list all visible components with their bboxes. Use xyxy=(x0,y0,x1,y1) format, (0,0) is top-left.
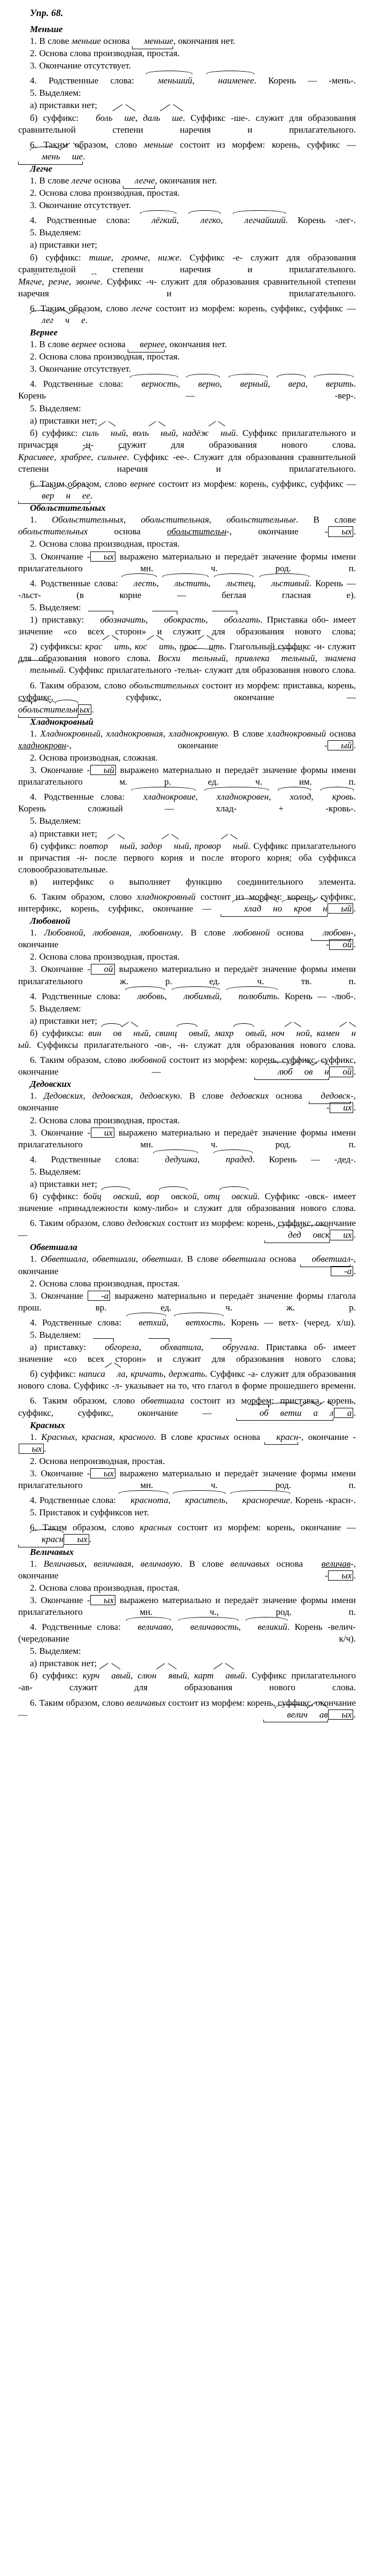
analysis-step-5b: б) суффиксы: вин ов ный, свинц овый, махр овый, ноч ной, камен ный. Суффиксы прилагательного -ов-, -н- служат для образования нового слова. xyxy=(18,1028,356,1051)
analysis-step-2: 2. Основа непроизводная, простая. xyxy=(30,1455,165,1466)
analysis-step-2: 2. Основа производная, сложная. xyxy=(30,752,158,763)
analysis-step-3: 3. Окончание - ых выражено материально и передаёт значение формы имени прилагательного мн. ч. род. п. xyxy=(18,1468,356,1491)
word-form: обольстительная xyxy=(141,515,209,525)
analysis-step-6: 6. Таким образом, слово хладнокровный состоит из морфем: корень, суффикс, интерфикс, корень, суффикс, окончание — хлад но кров н ый . xyxy=(18,891,356,915)
suffix-example: свинц овый xyxy=(155,1028,208,1038)
root-mark: ветхий xyxy=(127,1317,166,1329)
suffix-example: кос ить xyxy=(135,641,174,651)
root-mark: красноречие xyxy=(230,1494,290,1506)
step5b-lead: б) суффикс: xyxy=(30,112,79,123)
suffix-example: Восхи тельный xyxy=(158,653,225,663)
suffix-example: провор ный xyxy=(194,841,248,851)
word-form: Красных xyxy=(41,1431,75,1442)
analysis-step-6: 6. Таким образом, слово величавых состоит из морфем: корень, суффикс, окончание — велич ав ых . xyxy=(18,1697,356,1721)
morpheme-scheme: лег ч е xyxy=(18,315,85,326)
suffix-example: Мяг че xyxy=(18,277,42,287)
morpheme-scheme: хлад но кров н xyxy=(221,903,328,915)
analysis-step-1: 1. Хладнокровный, хладнокровная, хладнокровную. В слове хладнокровный основа хладнокровн-, окончание - ый . xyxy=(18,728,356,750)
word-form: Обветшала xyxy=(41,1254,87,1264)
analysis-step-4: 4. Родственные слова: любовь, любимый, полюбить. Корень — -люб-. xyxy=(18,991,356,1002)
ending-box: ых xyxy=(328,1570,353,1581)
analysis-step-6: 6. Таким образом, слово обольстительных состоит из морфем: приставка, корень, суффикс, суффикс, окончание — xyxy=(18,680,356,702)
stem-mark: величав xyxy=(321,1558,351,1569)
analysis-step-6: 6. Таким образом, слово легче состоит из морфем: корень, суффикс, суффикс — лег ч е. xyxy=(18,303,356,326)
word-form: величавую xyxy=(141,1558,180,1569)
analysis-step-6: 6. Таким образом, слово дедовских состоит из морфем: корень, суффикс, окончание — дед овск их . xyxy=(18,1217,356,1241)
root-mark: верный xyxy=(229,378,268,390)
step4-lead: 4. Родственные слова: xyxy=(30,75,135,86)
root-mark: вера xyxy=(277,378,306,390)
analysis-step-3: 3. Окончание - их выражено материально и передаёт значение формы имени прилагательного мн. ч. род. п. xyxy=(18,1127,356,1149)
analysis-step-2: 2. Основа слова производная, простая. xyxy=(30,188,180,198)
root-mark: льстить xyxy=(162,578,208,589)
suffix-example: вор овской xyxy=(146,1191,197,1201)
word-form: обольстительные xyxy=(226,515,296,525)
step6-lead: 6. Таким образом, слово xyxy=(30,139,137,150)
analysis-step-5a: а) приставки нет; xyxy=(30,100,97,111)
step6-mid: состоит из морфем: корень, суффикс — xyxy=(180,139,356,150)
suffix-example: тише xyxy=(89,252,111,263)
ending-box: ых xyxy=(328,1709,353,1720)
root-mark: великий xyxy=(246,1621,287,1633)
analysis-step-1 xyxy=(18,35,356,47)
analysis-step-3: 3. Окончание отсутствует. xyxy=(30,60,131,71)
suffix-example: держать xyxy=(168,1369,205,1379)
morpheme-scheme: вер н ее xyxy=(18,490,90,502)
suffix-example: повтор ный xyxy=(80,841,135,851)
analysis-step-5a: а) приставки нет; xyxy=(30,1015,97,1026)
analysis-step-5-prefix: 1) приставку: обозначить, обокрасть, оболгать. Приставка обо- имеет значение «со всех сторон» и служит для образования нового слова; xyxy=(18,614,356,638)
stem-mark: красн xyxy=(264,1431,298,1443)
analysis-step-5a: а) приставки нет; xyxy=(30,415,97,426)
word-heading-dedovskih: Дедовских xyxy=(30,1079,72,1090)
morpheme-scheme: дед овск xyxy=(264,1229,330,1241)
ending-box: ых xyxy=(64,1534,89,1544)
analysis-step-5: 5. Выделяем: xyxy=(30,1003,81,1014)
analysis-step-5b: б) суффикс: тише, громче, ниже. Суффикс -е- служит для образования сравнительной степени наречия и прилагательного. xyxy=(18,252,356,274)
root-mark: краснота xyxy=(119,1494,168,1506)
suffix-example: слюн явый xyxy=(137,1670,187,1681)
analysis-step-1: 1. В слове вернее основа вернее , окончания нет. xyxy=(18,339,356,350)
morpheme-scheme: обо льст и тельн xyxy=(18,704,78,716)
analysis-step-5: 5. Приставок и суффиксов нет. xyxy=(30,1507,149,1518)
suffix-example: знамена тельный xyxy=(18,653,356,675)
analysis-step-5: 5. Выделяем: xyxy=(30,403,81,413)
prefix-example: обхватила xyxy=(149,1342,201,1352)
suffix-example: боль ше xyxy=(84,112,135,124)
step6-word: меньше xyxy=(144,139,174,150)
analysis-step-1: 1. Обветшала, обветшали, обветшал. В слове обветшала основа обветшал -, окончание -а . xyxy=(18,1254,356,1276)
word-heading-legche: Легче xyxy=(30,163,52,174)
analysis-step-4: 4. Родственные слова: верность, верно, верный, вера, верить. Корень — -вер-. xyxy=(18,378,356,402)
suffix-example: отц овский xyxy=(204,1191,257,1201)
ending-box: ой xyxy=(91,964,115,974)
analysis-step-6: 6. Таким образом, слово любовной состоит из морфем: корень, суффикс, суффикс, окончание — люб ов н ой . xyxy=(18,1054,356,1078)
step4-tail: Корень — -мень-. xyxy=(268,75,356,86)
ending-box: ых xyxy=(90,551,115,562)
word-heading-vernee: Вернее xyxy=(30,327,58,338)
word-heading-velichavyh: Величавых xyxy=(30,1546,74,1557)
suffix-example: громче xyxy=(121,252,148,263)
root-mark: кровь xyxy=(321,791,354,803)
step1-word: меньше xyxy=(71,36,101,46)
analysis-step-5c: Красив ее, храбр ее, сильн ее. Суффикс -ее-. Служит для образования сравнительной степени наречия и прилагательного. xyxy=(18,451,356,475)
analysis-step-5a: а) приставки нет; xyxy=(30,240,97,250)
analysis-step-5-prefix: а) приставку: обгорела, обхватила, обругала. Приставка об- имеет значение «со всех сторон» и служит для образования нового слова; xyxy=(18,1341,356,1365)
word-form: любовному xyxy=(139,927,181,938)
word-form: величавая xyxy=(94,1558,131,1569)
morpheme-scheme: об ветш а л xyxy=(236,1407,334,1419)
root-mark: наименее xyxy=(206,75,254,87)
word-form: дедовскую xyxy=(139,1091,180,1101)
analysis-step-1: 1. Величавых, величавая, величавую. В слове величавых основа величав-, окончание - ых . xyxy=(18,1558,356,1581)
root-mark: легко xyxy=(189,214,221,226)
root-mark: величаво xyxy=(126,1621,172,1633)
ending-box: а xyxy=(334,1408,354,1418)
stem-mark: дедовск xyxy=(309,1090,350,1102)
analysis-step-5: 5. Выделяем: xyxy=(30,816,81,826)
analysis-step-4: 4. Родственные слова: ветхий, ветхость. Корень — ветх- (черед. х/ш). xyxy=(18,1317,356,1329)
suffix-example: ниже xyxy=(158,252,180,263)
ending-box: ых xyxy=(78,704,91,715)
word-form: Величавых xyxy=(43,1558,85,1569)
ending-box: ой xyxy=(329,1067,353,1077)
root-mark: льстец xyxy=(214,578,253,589)
step1-pre: 1. В слове xyxy=(30,36,69,46)
analysis-step-2: 2. Основа слова производная, простая. xyxy=(30,1278,180,1289)
suffix-example: храбр ее xyxy=(60,452,91,462)
analysis-step-5-suffix: б) суффикс: написа ла, кричать, держать. Суффикс -а- служит для образования нового слова. Суффикс -л- указывает на то, что глагол в форме прошедшего времени. xyxy=(18,1368,356,1392)
analysis-step-5-suffix: 2) суффиксы: крас ить, кос ить, прос ить. Глагольный суффикс -и- служит для образования нового слова. Восхи тельный, привлека тельный, знамена тельный. Суффикс прилагательного -тельн- служит для образования нового слова. xyxy=(18,641,356,676)
prefix-example: оболгать xyxy=(212,615,260,625)
analysis-step-5: 5. Выделяем: xyxy=(30,88,81,98)
root-mark: ветхость xyxy=(174,1317,223,1329)
morpheme-scheme: велич ав xyxy=(263,1709,328,1721)
analysis-step-4: 4. Родственные слова: величаво, величавость, великий. Корень -велич- (чередование к/ч). xyxy=(18,1621,356,1645)
analysis-step-5b: б) суффикс: силь ный, воль ный, надёж ный. Суффикс прилагательного и причастия -н- служит для образования нового слова. xyxy=(18,427,356,451)
prefix-example: обокрасть xyxy=(152,615,206,625)
ending-box: ый xyxy=(328,903,353,914)
analysis-step-5: 5. Выделяем: xyxy=(30,602,81,612)
morpheme-scheme: люб ов н xyxy=(254,1066,329,1078)
word-form: Любовной xyxy=(44,927,83,938)
root-mark: холод xyxy=(278,791,311,803)
root-mark: полюбить xyxy=(227,991,277,1002)
word-heading-obolstitelnyh: Обольстительных xyxy=(30,503,106,513)
analysis-step-1: 1. Красных, красная, красного. В слове красных основа красн -, окончание -ых . xyxy=(18,1431,356,1455)
suffix-example: ноч ной xyxy=(271,1028,310,1038)
word-heading-hladnokrovnyj: Хладнокровный xyxy=(30,716,94,727)
root-mark: хладнокровен xyxy=(205,791,269,803)
analysis-step-5b: б) суффикс: повтор ный, задор ный, провор ный. Суффикс прилагательного и причастия -н- после первого корня и после второго корня; оба суффикса словообразовательные. xyxy=(18,840,356,876)
root-mark: лёгкий xyxy=(140,214,177,226)
ending-box: -а xyxy=(331,1266,353,1276)
analysis-step-5: 5. Выделяем: xyxy=(30,1646,81,1657)
suffix-example: бойц овский xyxy=(83,1191,139,1201)
analysis-step-5a: а) приставок нет; xyxy=(30,1658,97,1669)
suffix-example: привлека тельный xyxy=(235,653,315,663)
analysis-step-4: 4. Родственные слова: дедушка, прадед. Корень — -дед-. xyxy=(18,1154,356,1166)
analysis-step-4: 4. Родственные слова: краснота, краситель, красноречие. Корень -красн-. xyxy=(18,1494,356,1506)
analysis-step-6: 6. Таким образом, слово обветшала состоит из морфем: приставка, корень, суффикс, суффикс, окончание — об ветш а л а . xyxy=(18,1395,356,1419)
analysis-step-2: 2. Основа слова производная, простая. xyxy=(30,351,180,362)
analysis-step-5c: Мяг че, рез че, звон че. Суффикс -ч- служит для образования сравнительной степени наречия и прилагательного. xyxy=(18,276,356,300)
analysis-step-2: 2. Основа слова производная, простая. xyxy=(30,539,180,549)
analysis-step-5c: в) интерфикс о выполняет функцию соединительного элемента. xyxy=(30,876,356,887)
prefix-example: обругала xyxy=(211,1342,256,1352)
analysis-step-1: 1. Дедовских, дедовская, дедовскую. В слове дедовских основа дедовск -, окончание - их . xyxy=(18,1091,356,1113)
stem-mark: любовн xyxy=(311,927,350,939)
root-mark: верно xyxy=(186,378,220,390)
step5b-tail: Суффикс -ше-. служит для образования сравнительной степени наречия и прилагательного. xyxy=(18,112,356,135)
root-mark: любимый xyxy=(172,991,220,1002)
analysis-step-5b: б) суффикс: боль ше, даль ше. Суффикс -ше-. служит для образования сравнительной степени наречия и прилагательного. xyxy=(18,112,356,136)
analysis-step-5: 5. Выделяем: xyxy=(30,227,81,238)
word-form: Хладнокровный xyxy=(40,728,101,739)
suffix-example: рез че xyxy=(49,277,69,287)
word-form: Дедовских xyxy=(43,1091,83,1101)
analysis-step-2: 2. Основа слова производная, простая. xyxy=(30,1582,180,1593)
stem-mark: обольстительн xyxy=(167,526,227,537)
ending-box: ых xyxy=(90,1468,115,1478)
word-form: хладнокровную xyxy=(168,728,228,739)
ending-box: ой xyxy=(329,939,353,949)
analysis-step-5b: б) суффикс: бойц овский, вор овской, отц овский. Суффикс -овск- имеет значение «принадлежности кому-либо» и служит для образования нового слова. xyxy=(18,1191,356,1214)
suffix-example: силь ный xyxy=(82,428,126,438)
ending-box: ый xyxy=(328,740,353,750)
word-form: обветшал xyxy=(142,1254,181,1264)
morpheme-scheme-line: обо льст и тельн ых . xyxy=(18,704,356,716)
stem-mark: обветшал xyxy=(300,1253,351,1265)
analysis-step-3: 3. Окончание -а выражено материально и передаёт значение формы глагола прош. вр. ед. ч. ж. р. xyxy=(18,1290,356,1313)
word-heading-krasnyh: Красных xyxy=(30,1420,65,1430)
root-mark: верить xyxy=(314,378,354,390)
morpheme-scheme: мень ше xyxy=(18,151,83,163)
root-mark: лесть xyxy=(122,578,157,589)
suffix-example: карт авый xyxy=(194,1670,245,1681)
root-mark: верность xyxy=(130,378,178,390)
word-heading-obvetshala: Обветшала xyxy=(30,1242,77,1253)
suffix-example: даль ше xyxy=(143,113,183,123)
analysis-step-5a: а) приставки нет; xyxy=(30,828,97,839)
root-mark: льстивый xyxy=(260,578,309,589)
step1-mid: основа xyxy=(103,36,130,46)
analysis-step-3: 3. Окончание - ый выражено материально и передаёт значение формы имени прилагательного м. р. ед. ч. им. п. xyxy=(18,765,356,787)
analysis-step-4: 4. Родственные слова: меньший, наименее. Корень — -мень-. xyxy=(18,75,356,87)
root-mark: хладнокровие xyxy=(131,791,196,803)
analysis-step-6: 6. Таким образом, слово меньше состоит из морфем: корень, суффикс — мень ше . xyxy=(18,139,356,163)
interfix: о xyxy=(277,903,282,914)
ending-box: ых xyxy=(90,1595,115,1605)
word-form: красная xyxy=(82,1431,113,1442)
root-mark: краситель xyxy=(173,1494,225,1506)
suffix-example: звон че xyxy=(75,277,100,287)
morpheme-scheme: красн xyxy=(18,1534,64,1545)
analysis-step-3: 3. Окончание - ых выражено материально и передаёт значение формы имени прилагательного мн. ч. род. п. xyxy=(18,551,356,573)
analysis-step-4: 4. Родственные слова: лесть, льстить, льстец, льстивый. Корень — -льст- (в корне — беглая гласная е). xyxy=(18,578,356,601)
stem-mark: легче xyxy=(123,175,155,187)
step1-post: , окончания нет. xyxy=(173,36,236,46)
analysis-step-1: 1. В слове легче основа легче , окончания нет. xyxy=(18,175,356,187)
ending-box: -а xyxy=(88,1291,110,1301)
prefix-example: обгорела xyxy=(93,1342,139,1352)
word-form: обветшали xyxy=(92,1254,136,1264)
word-heading-lyubovnoj: Любовной xyxy=(30,916,71,926)
suffix-example: крас ить xyxy=(85,641,129,651)
suffix-example: махр овый xyxy=(215,1028,264,1038)
analysis-step-1: 1. Обольстительных, обольстительная, обольстительные. В слове обольстительных основа обольстительн-, окончание - ых . xyxy=(18,515,356,537)
analysis-step-3: 3. Окончание отсутствует. xyxy=(30,200,131,211)
root-mark: меньший xyxy=(146,75,192,87)
suffix-example: написа ла xyxy=(79,1369,125,1379)
prefix-example: обозначить xyxy=(88,615,145,625)
analysis-step-5: 5. Выделяем: xyxy=(30,1330,81,1340)
word-form: красного xyxy=(119,1431,154,1442)
suffix-example: задор ный xyxy=(141,841,189,851)
analysis-step-2: 2. Основа слова производная, простая. xyxy=(30,952,180,962)
ending-box: ых xyxy=(19,1444,44,1454)
analysis-step-2: 2. Основа слова производная, простая. xyxy=(30,1115,180,1125)
analysis-step-5b: б) суффикс: курч авый, слюн явый, карт авый. Суффикс прилагательного -ав- служит для образования нового слова. xyxy=(18,1670,356,1693)
suffix-example: камен ный xyxy=(18,1028,356,1050)
ending-box: их xyxy=(91,1128,114,1138)
root-mark: любовь xyxy=(126,991,165,1002)
analysis-step-4: 4. Родственные слова: хладнокровие, хладнокровен, холод, кровь. Корень сложный — хлад- + -кровь-. xyxy=(18,791,356,815)
ending-box: ых xyxy=(328,526,353,536)
suffix-example: прос ить xyxy=(180,641,224,651)
analysis-step-6: 6. Таким образом, слово вернее состоит из морфем: корень, суффикс, суффикс — вер н ее . xyxy=(18,478,356,502)
analysis-step-3: 3. Окончание - ой выражено материально и передаёт значение формы имени прилагательного ж. р. ед. ч. тв. п. xyxy=(18,964,356,986)
analysis-step-5: 5. Выделяем: xyxy=(30,1166,81,1177)
analysis-step-1: 1. Любовной, любовная, любовному. В слове любовной основа любовн -, окончание - ой . xyxy=(18,927,356,950)
suffix-example: курч авый xyxy=(83,1670,131,1681)
root-mark: легчайший xyxy=(233,214,286,226)
stem-mark: хладнокровн xyxy=(18,740,66,750)
root-mark: прадед xyxy=(214,1154,252,1166)
suffix-example: воль ный xyxy=(133,428,176,438)
analysis-step-3: 3. Окончание - ых выражено материально и передаёт значение формы имени прилагательного мн. ч., род. п. xyxy=(18,1594,356,1617)
suffix-example: Красив ее xyxy=(18,452,54,462)
analysis-step-4: 4. Родственные слова: лёгкий, легко, легчайший. Корень -лег-. xyxy=(18,214,356,226)
word-form: дедовская xyxy=(92,1091,131,1101)
analysis-step-5a: а) приставки нет; xyxy=(30,1178,97,1189)
word-form: любовная xyxy=(92,927,130,938)
suffix-example: вин ов ный xyxy=(88,1028,149,1038)
suffix-example: надёж ный xyxy=(183,428,236,438)
ending-box: их xyxy=(330,1102,353,1113)
word-form: Обольстительных xyxy=(52,515,124,525)
word-heading-menshe: Меньше xyxy=(30,24,63,34)
analysis-step-3: 3. Окончание отсутствует. xyxy=(30,364,131,374)
ending-box: их xyxy=(330,1230,353,1240)
analysis-step-2: 2. Основа слова производная, простая. xyxy=(30,48,180,59)
suffix-example: сильн ее xyxy=(98,452,127,462)
analysis-step-6: 6. Таким образом, слово красных состоит из морфем: корень, окончание — красн ых . xyxy=(18,1522,356,1545)
root-mark: дедушка xyxy=(153,1154,198,1166)
suffix-example: кричать xyxy=(130,1369,163,1379)
exercise-number: Упр. 68. xyxy=(30,7,64,18)
root-mark: величавость xyxy=(178,1621,238,1633)
stem-mark: меньше xyxy=(132,35,173,47)
word-form: хладнокровная xyxy=(106,728,163,739)
ending-box: ый xyxy=(90,765,116,775)
stem-mark: вернее xyxy=(128,339,165,350)
